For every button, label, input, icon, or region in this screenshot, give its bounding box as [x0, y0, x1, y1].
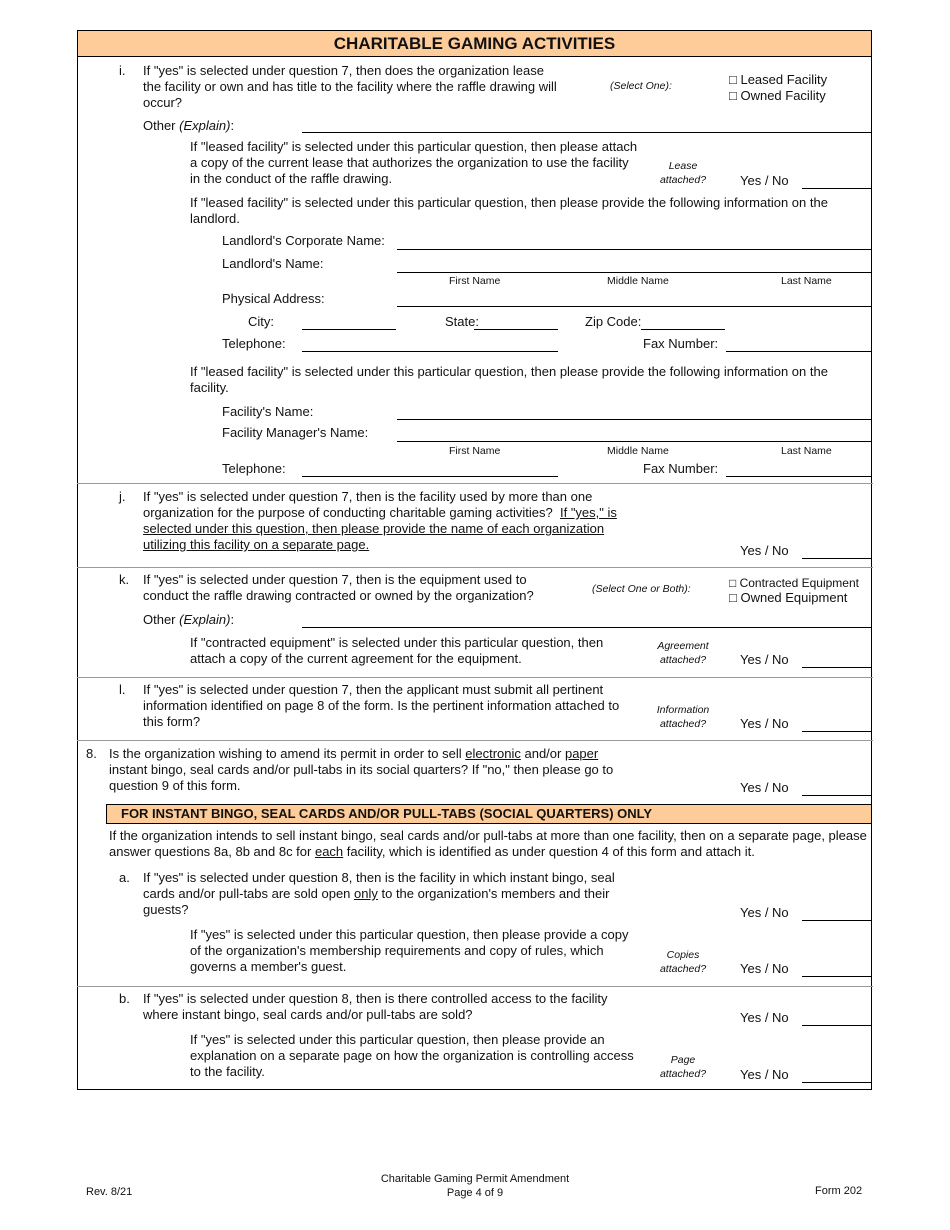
last-name-caption: Last Name: [781, 445, 832, 457]
facility-manager-label: Facility Manager's Name:: [222, 425, 369, 440]
copy-instruction: If "yes" is selected under this particular question, then please provide a copy: [190, 927, 629, 942]
facility-fax-field[interactable]: [726, 476, 872, 477]
landlord-instruction: If "leased facility" is selected under this particular question, then please provide the following information on the: [190, 195, 828, 210]
copies-attached-label: Copies attached?: [659, 949, 707, 975]
explanation-instruction: If "yes" is selected under this particular question, then please provide an: [190, 1032, 605, 1047]
physical-address-field[interactable]: [397, 306, 872, 307]
question-number: j.: [119, 489, 126, 504]
page-number: Page 4 of 9: [446, 1187, 504, 1199]
owned-equipment-checkbox[interactable]: □ Owned Equipment: [729, 590, 848, 605]
explanation-instruction: to the facility.: [190, 1064, 265, 1079]
information-answer-field[interactable]: [802, 731, 872, 732]
question-text: utilizing this facility on a separate page.: [143, 537, 370, 552]
question-text: If "yes" is selected under question 7, then is the facility used by more than one: [143, 489, 593, 504]
section-divider: [77, 483, 873, 484]
question-number: l.: [119, 682, 126, 697]
other-label: Other (Explain):: [143, 612, 235, 627]
select-hint: (Select One or Both):: [592, 583, 691, 595]
members-only-yes-no: Yes / No: [740, 905, 789, 920]
middle-name-caption: Middle Name: [607, 275, 669, 287]
question-text: question 9 of this form.: [109, 778, 241, 793]
agreement-yes-no: Yes / No: [740, 652, 789, 667]
other-explain-field[interactable]: [302, 132, 872, 133]
explanation-instruction: explanation on a separate page on how the organization is controlling access: [190, 1048, 634, 1063]
first-name-caption: First Name: [449, 445, 501, 457]
lease-answer-field[interactable]: [802, 188, 872, 189]
physical-address-label: Physical Address:: [222, 291, 325, 306]
question-text: Is the organization wishing to amend its permit in order to sell electronic and/or paper: [109, 746, 599, 761]
telephone-label: Telephone:: [222, 461, 286, 476]
zip-field[interactable]: [641, 329, 725, 330]
lease-yes-no: Yes / No: [740, 173, 789, 188]
page-title: CHARITABLE GAMING ACTIVITIES: [77, 30, 872, 57]
state-field[interactable]: [474, 329, 558, 330]
contract-instruction: attach a copy of the current agreement for the equipment.: [190, 651, 522, 666]
question-text: instant bingo, seal cards and/or pull-tabs in its social quarters? If "no," then please go to: [109, 762, 614, 777]
question-number: i.: [119, 63, 126, 78]
facility-shared-yes-no: Yes / No: [740, 543, 789, 558]
revision-label: Rev. 8/21: [86, 1186, 133, 1198]
telephone-label: Telephone:: [222, 336, 286, 351]
question-text: the facility or own and has title to the facility where the raffle drawing will: [143, 79, 557, 94]
lease-attached-label: Lease attached?: [659, 160, 707, 186]
facility-manager-field[interactable]: [397, 441, 872, 442]
landlord-instruction: landlord.: [190, 211, 240, 226]
page-answer-field[interactable]: [802, 1082, 872, 1083]
facility-name-field[interactable]: [397, 419, 872, 420]
landlord-corp-label: Landlord's Corporate Name:: [222, 233, 385, 248]
agreement-answer-field[interactable]: [802, 667, 872, 668]
question-text: cards and/or pull-tabs are sold open only to the organization's members and their: [143, 886, 610, 901]
controlled-access-yes-no: Yes / No: [740, 1010, 789, 1025]
landlord-telephone-field[interactable]: [302, 351, 558, 352]
page-yes-no: Yes / No: [740, 1067, 789, 1082]
copies-yes-no: Yes / No: [740, 961, 789, 976]
section-intro: answer questions 8a, 8b and 8c for each facility, which is identified as under question 4 of this form and attach it.: [109, 844, 755, 859]
copies-answer-field[interactable]: [802, 976, 872, 977]
question-text: If "yes" is selected under question 7, then the applicant must submit all pertinent: [143, 682, 604, 697]
city-label: City:: [248, 314, 274, 329]
question-text: conduct the raffle drawing contracted or owned by the organization?: [143, 588, 534, 603]
question-text: If "yes" is selected under question 7, then is the equipment used to: [143, 572, 527, 587]
other-label: Other (Explain):: [143, 118, 235, 133]
landlord-corp-field[interactable]: [397, 249, 872, 250]
section-divider: [77, 677, 873, 678]
question-number: k.: [119, 572, 130, 587]
question-number: a.: [119, 870, 130, 885]
question-text: occur?: [143, 95, 183, 110]
question-text: information identified on page 8 of the form. Is the pertinent information attached to: [143, 698, 620, 713]
question-text: If "yes" is selected under question 7, then does the organization lease: [143, 63, 544, 78]
controlled-access-answer-field[interactable]: [802, 1025, 872, 1026]
members-only-answer-field[interactable]: [802, 920, 872, 921]
form-number: Form 202: [815, 1185, 863, 1197]
amend-permit-answer-field[interactable]: [802, 795, 872, 796]
section-subheader: FOR INSTANT BINGO, SEAL CARDS AND/OR PULL-TABS (SOCIAL QUARTERS) ONLY: [106, 804, 872, 824]
question-text: organization for the purpose of conducting charitable gaming activities? If "yes," is: [143, 505, 617, 520]
select-hint: (Select One):: [610, 80, 672, 92]
information-attached-label: Information attached?: [656, 704, 710, 730]
contract-instruction: If "contracted equipment" is selected under this particular question, then: [190, 635, 604, 650]
section-divider: [77, 740, 873, 741]
contracted-equipment-checkbox[interactable]: □ Contracted Equipment: [729, 576, 859, 590]
facility-name-label: Facility's Name:: [222, 404, 314, 419]
owned-facility-checkbox[interactable]: □ Owned Facility: [729, 88, 826, 103]
lease-instruction: in the conduct of the raffle drawing.: [190, 171, 393, 186]
question-text: guests?: [143, 902, 189, 917]
question-text: If "yes" is selected under question 8, then is there controlled access to the facility: [143, 991, 608, 1006]
leased-facility-checkbox[interactable]: □ Leased Facility: [729, 72, 828, 87]
state-label: State:: [445, 314, 479, 329]
information-yes-no: Yes / No: [740, 716, 789, 731]
lease-instruction: If "leased facility" is selected under this particular question, then please attach: [190, 139, 638, 154]
copy-instruction: governs a member's guest.: [190, 959, 347, 974]
lease-instruction: a copy of the current lease that authorizes the organization to use the facility: [190, 155, 629, 170]
zip-label: Zip Code:: [585, 314, 642, 329]
question-text: where instant bingo, seal cards and/or pull-tabs are sold?: [143, 1007, 473, 1022]
facility-telephone-field[interactable]: [302, 476, 558, 477]
fax-label: Fax Number:: [643, 461, 719, 476]
first-name-caption: First Name: [449, 275, 501, 287]
amend-permit-yes-no: Yes / No: [740, 780, 789, 795]
last-name-caption: Last Name: [781, 275, 832, 287]
question-text: If "yes" is selected under question 8, then is the facility in which instant bingo, seal: [143, 870, 615, 885]
facility-instruction: facility.: [190, 380, 229, 395]
city-field[interactable]: [302, 329, 396, 330]
copy-instruction: of the organization's membership requirements and copy of rules, which: [190, 943, 604, 958]
fax-label: Fax Number:: [643, 336, 719, 351]
middle-name-caption: Middle Name: [607, 445, 669, 457]
question-number: b.: [119, 991, 130, 1006]
section-divider: [77, 986, 873, 987]
question-number: 8.: [86, 746, 97, 761]
landlord-name-label: Landlord's Name:: [222, 256, 324, 271]
section-divider: [77, 567, 873, 568]
page-attached-label: Page attached?: [659, 1054, 707, 1080]
facility-instruction: If "leased facility" is selected under this particular question, then please provide the following information on the: [190, 364, 828, 379]
section-intro: If the organization intends to sell instant bingo, seal cards and/or pull-tabs at more than one facility, then on a separate page, please: [109, 828, 867, 843]
landlord-fax-field[interactable]: [726, 351, 872, 352]
question-text: selected under this question, then please provide the name of each organization: [143, 521, 605, 536]
other-explain-field[interactable]: [302, 627, 872, 628]
question-text: this form?: [143, 714, 201, 729]
agreement-attached-label: Agreement attached?: [657, 640, 709, 666]
facility-shared-answer-field[interactable]: [802, 558, 872, 559]
footer-title: Charitable Gaming Permit Amendment: [380, 1173, 570, 1185]
